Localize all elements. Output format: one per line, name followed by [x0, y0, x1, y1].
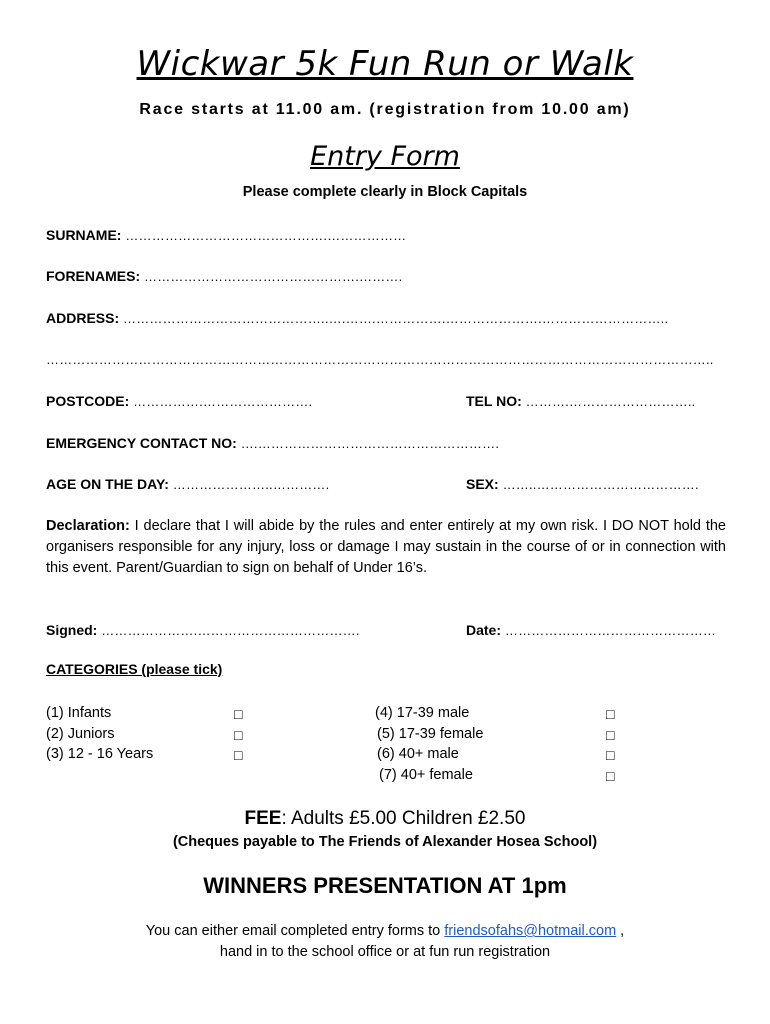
declaration-paragraph: [46, 516, 726, 579]
date-line[interactable]: …………………………………………: [504, 623, 717, 638]
sex-field[interactable]: [466, 476, 699, 492]
fee-line: [0, 808, 770, 830]
category-label-3: (3) 12 - 16 Years: [46, 746, 154, 762]
category-checkbox-2[interactable]: □: [234, 727, 243, 743]
emergency-contact-label: EMERGENCY CONTACT NO:: [46, 435, 237, 451]
emergency-contact-field[interactable]: [46, 435, 499, 451]
fee-label: FEE: [244, 808, 282, 829]
fee-amounts: : Adults £5.00 Children £2.50: [281, 808, 526, 829]
sex-line[interactable]: ……..……………………………….: [502, 477, 699, 492]
surname-line[interactable]: ……………………………………….………………: [125, 228, 407, 243]
cheque-note: (Cheques payable to The Friends of Alexander Hosea School): [172, 834, 598, 850]
address-line-2[interactable]: ……………………………………………………………………………………………………………………………………..: [46, 352, 714, 367]
footer-line-2: hand in to the school office or at fun run registration: [219, 944, 551, 960]
surname-label: SURNAME:: [46, 227, 122, 243]
forenames-line[interactable]: ………………………………………….……….: [144, 269, 403, 284]
postcode-field[interactable]: [46, 393, 312, 409]
tel-line[interactable]: ……….………………………..: [525, 394, 696, 409]
address-label: ADDRESS:: [46, 310, 120, 326]
instruction-text: Please complete clearly in Block Capitals: [242, 184, 528, 200]
date-field[interactable]: [466, 622, 716, 638]
category-label-2: (2) Juniors: [46, 726, 115, 742]
categories-heading: CATEGORIES (please tick): [46, 661, 223, 677]
declaration-text: I declare that I will abide by the rules and enter entirely at my own risk. I DO NOT hold the organisers responsible for any injury, loss or damage I may sustain in the course of or in connection with this event. Parent/Guardian to sign on behalf of Under 16’s.: [46, 518, 726, 576]
declaration-label: Declaration:: [46, 518, 130, 534]
address-field[interactable]: [46, 310, 668, 326]
date-label: Date:: [466, 622, 502, 638]
age-line[interactable]: …………………..………….: [172, 477, 330, 492]
forenames-field[interactable]: [46, 268, 402, 284]
email-link[interactable]: friendsofahs@hotmail.com: [444, 923, 617, 939]
category-label-5: (5) 17-39 female: [377, 726, 484, 742]
category-label-1: (1) Infants: [46, 705, 112, 721]
tel-label: TEL NO:: [466, 393, 522, 409]
category-label-4: (4) 17-39 male: [375, 705, 470, 721]
emergency-contact-line[interactable]: ….……………………………………………….: [240, 436, 500, 451]
address-line-1[interactable]: ………………………………………..….…….…………….………………….………………………..: [123, 311, 669, 326]
forenames-label: FORENAMES:: [46, 268, 141, 284]
footer-text-before: You can either email completed entry forms to: [145, 923, 445, 939]
footer-line-1: [0, 923, 770, 939]
signed-field[interactable]: [46, 622, 360, 638]
age-field[interactable]: [46, 476, 329, 492]
page-title: Wickwar 5k Fun Run or Walk: [136, 44, 634, 84]
category-label-7: (7) 40+ female: [379, 767, 473, 783]
surname-field[interactable]: [46, 227, 406, 243]
category-checkbox-7[interactable]: □: [606, 768, 615, 784]
category-checkbox-6[interactable]: □: [606, 747, 615, 763]
category-checkbox-4[interactable]: □: [606, 706, 615, 722]
tel-field[interactable]: [466, 393, 695, 409]
category-checkbox-1[interactable]: □: [234, 706, 243, 722]
form-title: Entry Form: [310, 141, 460, 172]
age-label: AGE ON THE DAY:: [46, 476, 169, 492]
postcode-label: POSTCODE:: [46, 393, 130, 409]
winners-presentation: WINNERS PRESENTATION AT 1pm: [203, 873, 567, 898]
footer-text-after: ,: [616, 923, 625, 939]
postcode-line[interactable]: …………….…………………….: [133, 394, 313, 409]
category-label-6: (6) 40+ male: [377, 746, 459, 762]
category-checkbox-5[interactable]: □: [606, 727, 615, 743]
category-checkbox-3[interactable]: □: [234, 747, 243, 763]
race-start-info: Race starts at 11.00 am. (registration from 10.00 am): [139, 101, 631, 118]
signed-line[interactable]: ………………….……………………………….: [101, 623, 360, 638]
sex-label: SEX:: [466, 476, 499, 492]
signed-label: Signed:: [46, 622, 98, 638]
